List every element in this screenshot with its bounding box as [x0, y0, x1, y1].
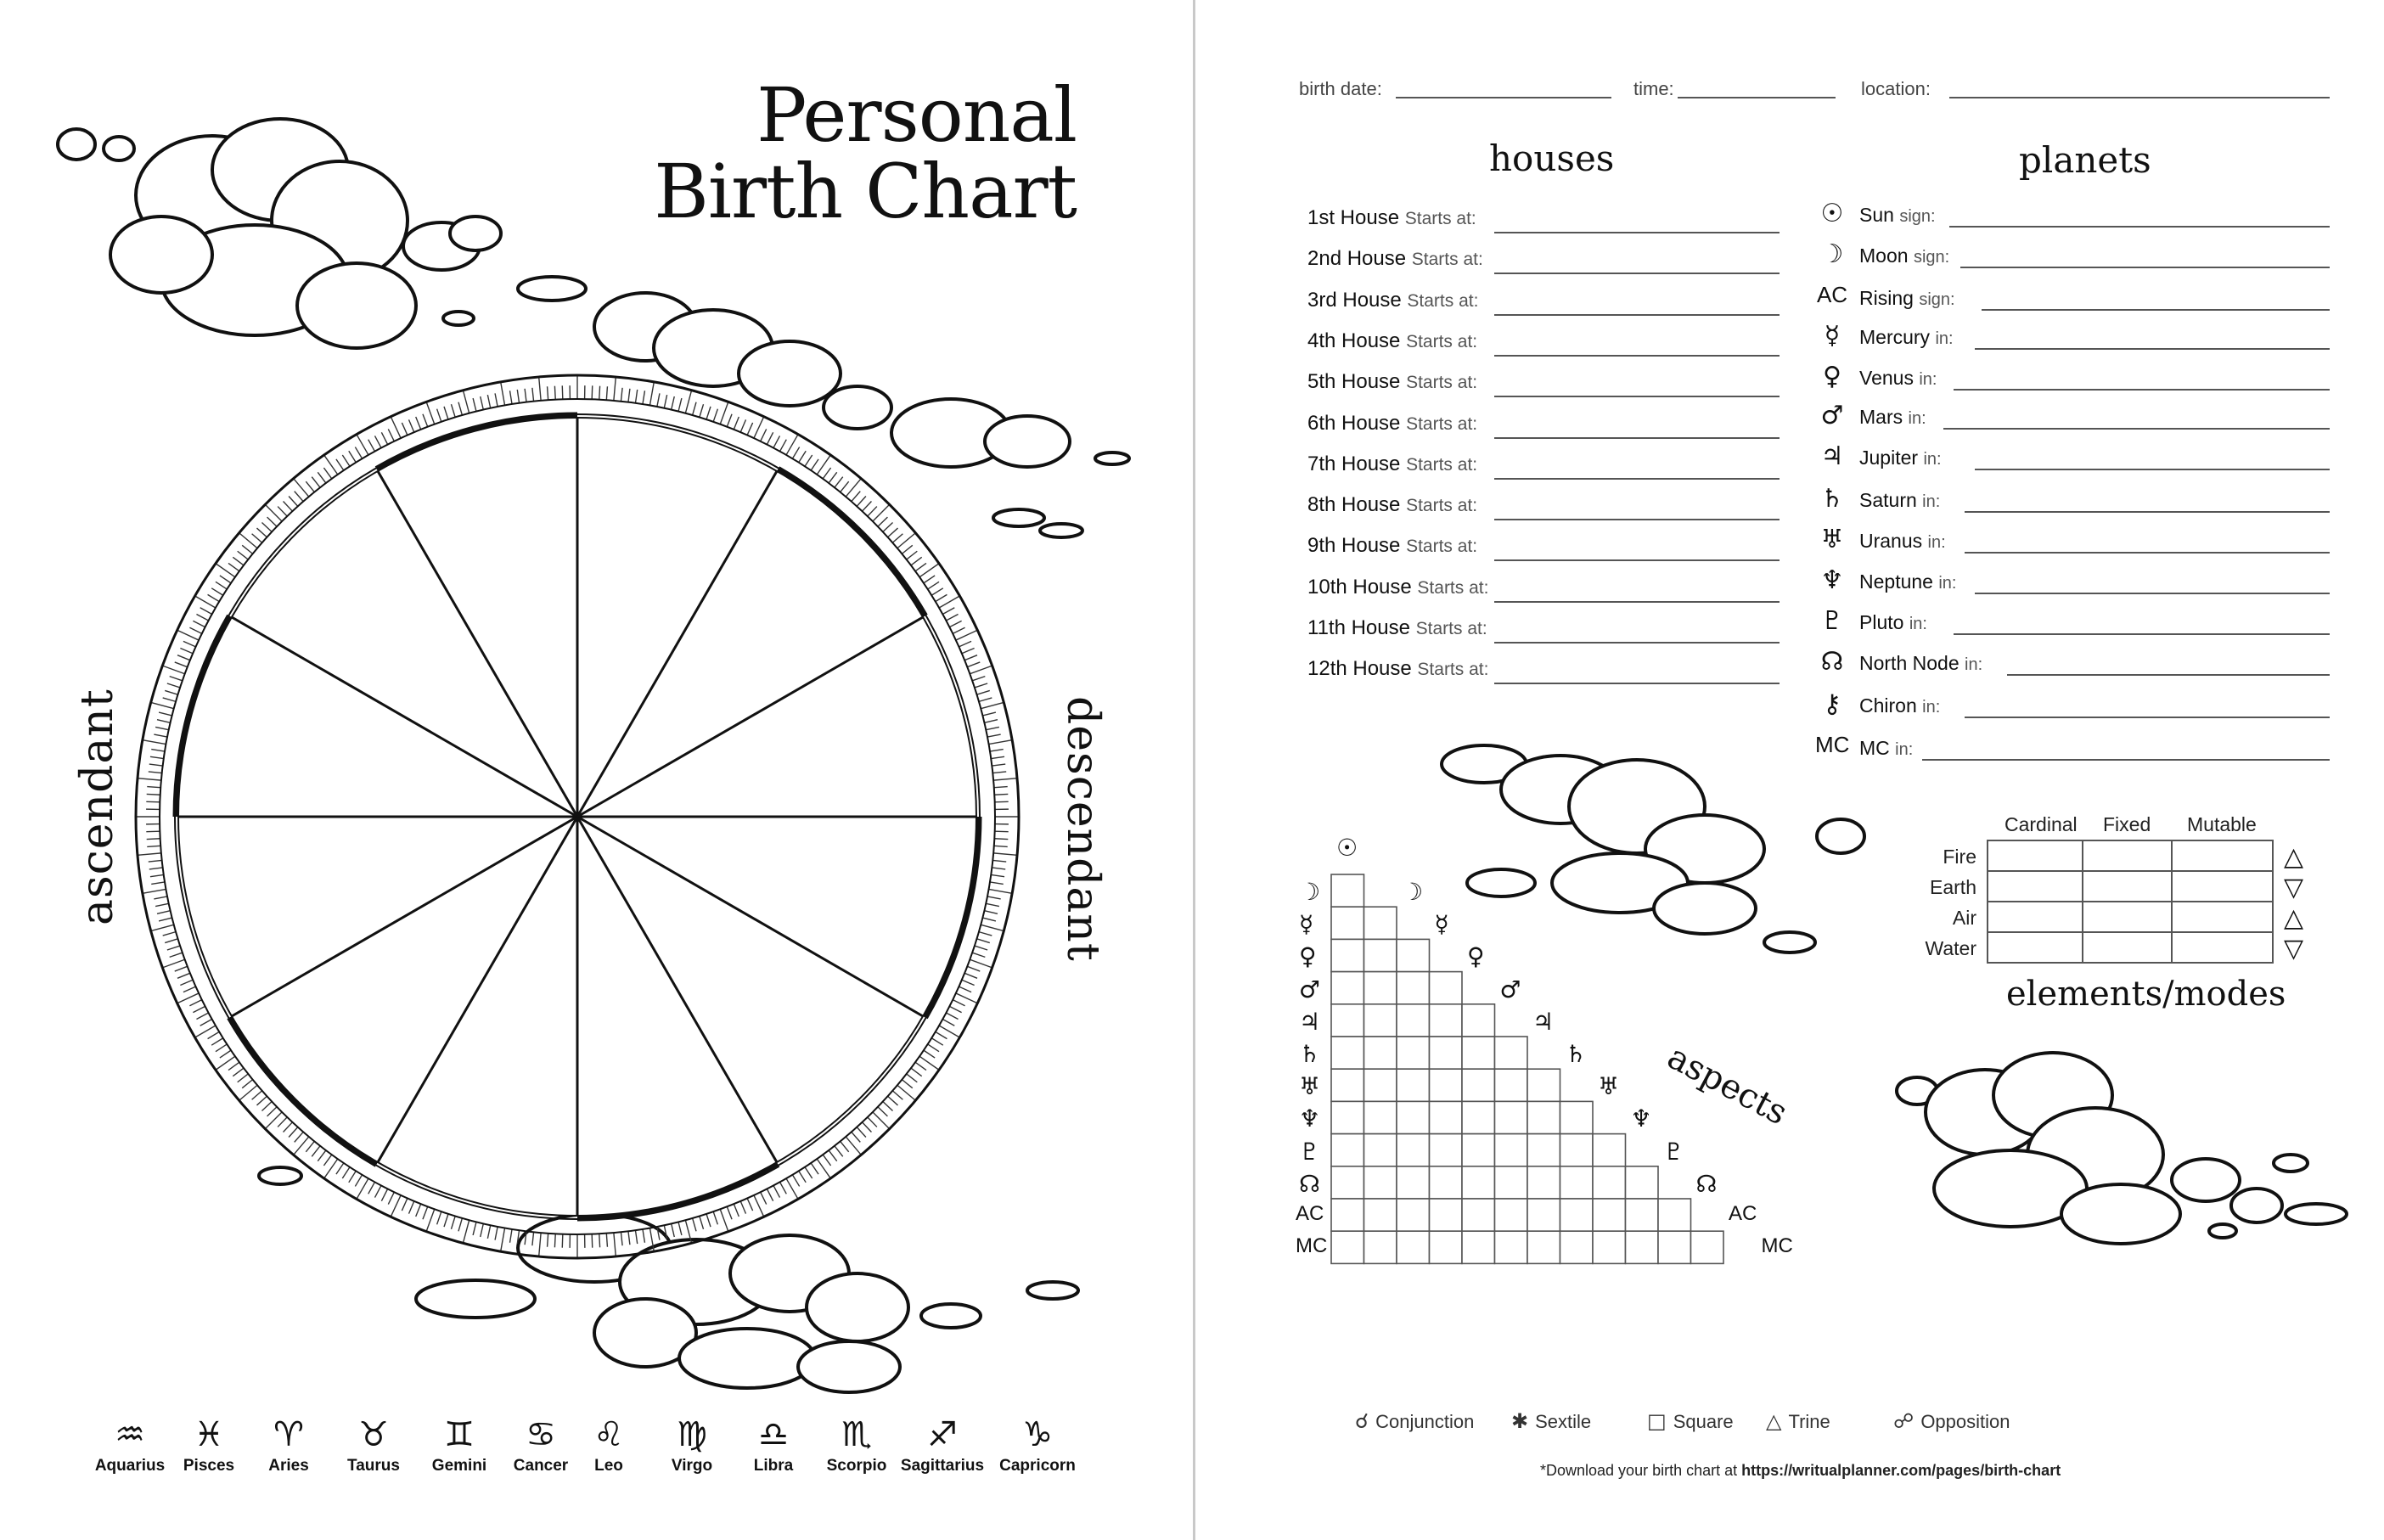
zodiac-glyph-icon: ♐	[927, 1415, 958, 1454]
aspect-legend-icon: △	[1766, 1409, 1782, 1433]
aspect-cell[interactable]	[1331, 907, 1364, 939]
aspect-cell[interactable]	[1430, 1004, 1463, 1037]
aspect-row-symbol-icon: ☊	[1299, 1169, 1320, 1198]
aspect-cell[interactable]	[1527, 1166, 1560, 1199]
planet-symbol-icon: ♇	[1820, 606, 1844, 636]
legend-item	[1355, 1409, 1474, 1433]
aspect-cell[interactable]	[1364, 1037, 1397, 1069]
aspect-cell[interactable]	[1691, 1231, 1724, 1263]
aspect-cell[interactable]	[1593, 1134, 1626, 1166]
aspect-cell[interactable]	[1527, 1101, 1560, 1133]
aspect-cell[interactable]	[1364, 972, 1397, 1004]
planet-suffix: in:	[1922, 698, 1941, 717]
aspect-cell[interactable]	[1495, 1101, 1528, 1133]
planet-symbol-icon: ♂	[1820, 401, 1844, 430]
aspect-cell[interactable]	[1593, 1166, 1626, 1199]
planet-name: Mars	[1859, 406, 1909, 428]
house-number: 10th House	[1307, 575, 1418, 599]
house-number: 5th House	[1307, 370, 1407, 394]
aspect-cell[interactable]	[1462, 1069, 1495, 1101]
zodiac-glyph-icon: ♊	[444, 1415, 475, 1454]
birth-date-label: birth date:	[1299, 78, 1382, 99]
aspect-cell[interactable]	[1560, 1101, 1594, 1133]
aspect-cell[interactable]	[1462, 1231, 1495, 1263]
element-row-label: Water	[1925, 937, 1976, 959]
house-starts-label: Starts at:	[1406, 454, 1478, 475]
title-line-1: Personal	[756, 71, 1077, 159]
aspect-row-symbol-icon: ☿	[1299, 910, 1314, 939]
aspect-cell[interactable]	[1430, 972, 1463, 1004]
element-triangle-icon: △	[2284, 842, 2304, 872]
planet-suffix: in:	[1927, 533, 1946, 552]
zodiac-name: Sagittarius	[900, 1457, 985, 1475]
planet-name: Rising	[1859, 287, 1920, 309]
aspect-cell[interactable]	[1397, 1004, 1430, 1037]
time-label: time:	[1633, 78, 1674, 99]
aspect-legend-label: Trine	[1788, 1411, 1830, 1432]
house-number: 1st House	[1307, 206, 1405, 229]
mode-column-header: Fixed	[2103, 813, 2151, 835]
aspect-cell[interactable]	[1462, 1101, 1495, 1133]
aspect-cell[interactable]	[1331, 972, 1364, 1004]
planet-suffix: sign:	[1899, 207, 1936, 226]
planet-suffix: in:	[1908, 409, 1926, 428]
house-number: 8th House	[1307, 493, 1407, 517]
aspect-cell[interactable]	[1495, 1199, 1528, 1231]
aspect-cell[interactable]	[1397, 1231, 1430, 1263]
house-number: 11th House	[1307, 616, 1416, 639]
aspect-cell[interactable]	[1527, 1231, 1560, 1263]
aspect-legend-label: Conjunction	[1375, 1411, 1475, 1432]
aspect-cell[interactable]	[1593, 1231, 1626, 1263]
house-starts-label: Starts at:	[1417, 660, 1489, 680]
planet-suffix: in:	[1895, 740, 1914, 759]
aspect-cell[interactable]	[1495, 1134, 1528, 1166]
zodiac-glyph-icon: ♓	[194, 1415, 224, 1454]
aspect-cell[interactable]	[1430, 1069, 1463, 1101]
element-row-label: Fire	[1943, 846, 1976, 868]
aspect-col-symbol-icon: ♂	[1499, 975, 1521, 1003]
zodiac-item	[891, 1416, 993, 1475]
planet-suffix: in:	[1923, 450, 1942, 469]
planet-symbol-icon: MC	[1815, 732, 1850, 757]
planet-suffix: in:	[1965, 655, 1983, 674]
aspect-col-symbol-icon: ♃	[1532, 1007, 1555, 1036]
aspect-col-symbol-icon: ☊	[1695, 1169, 1718, 1198]
aspect-legend-icon: ☍	[1893, 1409, 1915, 1433]
legend-item	[1766, 1409, 1830, 1433]
footer-link[interactable]: https://writualplanner.com/pages/birth-chart	[1741, 1462, 2061, 1479]
zodiac-glyph-icon: ♎	[758, 1415, 789, 1454]
zodiac-glyph-icon: ♍	[677, 1415, 707, 1454]
planet-name: Mercury	[1859, 326, 1936, 348]
house-starts-label: Starts at:	[1406, 413, 1478, 434]
zodiac-item	[987, 1416, 1088, 1475]
footer-prefix: *Download your birth chart at	[1540, 1462, 1738, 1479]
legend-item	[1511, 1409, 1591, 1433]
aspect-cell[interactable]	[1527, 1069, 1560, 1101]
planet-name: MC	[1859, 737, 1896, 759]
aspect-col-symbol-icon: AC	[1729, 1202, 1757, 1225]
aspect-col-symbol-icon: ♄	[1565, 1040, 1587, 1068]
aspect-cell[interactable]	[1430, 1231, 1463, 1263]
zodiac-glyph-icon: ♋	[526, 1415, 556, 1454]
aspect-cell[interactable]	[1331, 939, 1364, 971]
planet-name: Chiron	[1859, 694, 1923, 717]
aspect-legend-label: Square	[1673, 1411, 1734, 1432]
aspects-grid	[1195, 0, 2384, 1540]
planet-symbol-icon: ☽	[1820, 239, 1844, 269]
aspect-cell[interactable]	[1364, 1231, 1397, 1263]
aspect-row-symbol-icon: MC	[1296, 1234, 1328, 1258]
planet-suffix: in:	[1935, 329, 1954, 348]
aspect-cell[interactable]	[1495, 1037, 1528, 1069]
planet-name: Saturn	[1859, 489, 1923, 511]
planet-name: Uranus	[1859, 530, 1928, 552]
aspect-cell[interactable]	[1560, 1166, 1594, 1199]
zodiac-name: Gemini	[431, 1457, 487, 1475]
zodiac-name: Cancer	[513, 1457, 569, 1475]
element-row-label: Air	[1952, 907, 1976, 929]
elements-modes-title: elements/modes	[2006, 975, 2286, 1014]
aspect-cell[interactable]	[1430, 1101, 1463, 1133]
aspect-row-symbol-icon: AC	[1296, 1202, 1324, 1225]
aspect-cell[interactable]	[1364, 1166, 1397, 1199]
planet-symbol-icon: ☊	[1820, 647, 1844, 677]
aspect-cell[interactable]	[1331, 1037, 1364, 1069]
element-triangle-icon: ▽	[2284, 934, 2304, 964]
planet-suffix: sign:	[1919, 290, 1955, 309]
planet-name: Moon	[1859, 244, 1914, 267]
aspect-col-symbol-icon: ☉	[1336, 834, 1358, 862]
house-starts-label: Starts at:	[1417, 577, 1489, 598]
aspect-cell[interactable]	[1593, 1199, 1626, 1231]
aspect-cell[interactable]	[1364, 907, 1397, 939]
house-number: 4th House	[1307, 329, 1407, 352]
aspect-col-symbol-icon: ☽	[1402, 878, 1424, 906]
planet-symbol-icon: ☿	[1824, 321, 1841, 351]
house-number: 2nd House	[1307, 247, 1412, 271]
aspect-cell[interactable]	[1331, 1004, 1364, 1037]
aspect-cell[interactable]	[1626, 1166, 1659, 1199]
aspect-cell[interactable]	[1397, 1037, 1430, 1069]
aspect-cell[interactable]	[1331, 1166, 1364, 1199]
aspect-row-symbol-icon: ♅	[1299, 1072, 1321, 1101]
planet-symbol-icon: ☉	[1820, 199, 1844, 228]
aspect-cell[interactable]	[1495, 1231, 1528, 1263]
aspect-row-symbol-icon: ♄	[1299, 1040, 1321, 1068]
element-row-label: Earth	[1930, 876, 1976, 898]
planet-symbol-icon: ⚷	[1823, 689, 1841, 719]
right-page	[1195, 0, 2384, 1540]
aspect-cell[interactable]	[1626, 1199, 1659, 1231]
aspect-cell[interactable]	[1527, 1134, 1560, 1166]
aspect-cell[interactable]	[1462, 1134, 1495, 1166]
planet-suffix: in:	[1909, 615, 1927, 633]
footer-note	[1540, 1462, 2061, 1480]
ascendant-label: ascendant	[72, 689, 123, 925]
zodiac-name: Aries	[268, 1457, 309, 1475]
aspect-cell[interactable]	[1430, 1166, 1463, 1199]
aspect-cell[interactable]	[1331, 1199, 1364, 1231]
aspect-cell[interactable]	[1430, 1037, 1463, 1069]
aspects-title: aspects	[1661, 1037, 1794, 1133]
aspect-cell[interactable]	[1331, 1069, 1364, 1101]
aspect-legend-label: Sextile	[1535, 1411, 1592, 1432]
zodiac-name: Taurus	[347, 1457, 400, 1475]
legend-item	[1647, 1409, 1734, 1433]
aspect-cell[interactable]	[1331, 1134, 1364, 1166]
aspect-cell[interactable]	[1364, 1199, 1397, 1231]
planet-name: Venus	[1859, 367, 1920, 389]
aspect-cell[interactable]	[1397, 1069, 1430, 1101]
zodiac-glyph-icon: ♑	[1022, 1415, 1053, 1454]
planet-name: Neptune	[1859, 570, 1939, 593]
aspect-cell[interactable]	[1364, 1101, 1397, 1133]
aspect-cell[interactable]	[1331, 1101, 1364, 1133]
planet-suffix: sign:	[1913, 248, 1950, 267]
house-starts-label: Starts at:	[1406, 496, 1478, 516]
descendant-label: descendant	[1057, 696, 1108, 962]
house-starts-label: Starts at:	[1406, 331, 1478, 351]
legend-item	[1893, 1409, 2010, 1433]
zodiac-name: Pisces	[183, 1457, 235, 1475]
aspect-cell[interactable]	[1658, 1199, 1691, 1231]
aspect-cell[interactable]	[1397, 1199, 1430, 1231]
aspect-cell[interactable]	[1462, 1004, 1495, 1037]
zodiac-name: Libra	[753, 1457, 794, 1475]
aspect-cell[interactable]	[1495, 1166, 1528, 1199]
zodiac-glyph-icon: ♈	[273, 1415, 304, 1454]
aspect-cell[interactable]	[1364, 1134, 1397, 1166]
houses-title: houses	[1489, 138, 1615, 179]
aspect-cell[interactable]	[1560, 1134, 1594, 1166]
planet-symbol-icon: ♆	[1820, 565, 1844, 595]
aspect-legend-icon: □	[1647, 1409, 1667, 1433]
planet-suffix: in:	[1922, 492, 1941, 511]
house-starts-label: Starts at:	[1406, 373, 1478, 393]
house-starts-label: Starts at:	[1406, 537, 1478, 557]
house-number: 6th House	[1307, 411, 1407, 435]
aspect-cell[interactable]	[1364, 1069, 1397, 1101]
planet-name: Jupiter	[1859, 447, 1924, 469]
aspect-row-symbol-icon: ♆	[1299, 1104, 1321, 1133]
zodiac-name: Scorpio	[826, 1457, 887, 1475]
planet-symbol-icon: ♄	[1820, 484, 1844, 514]
house-number: 3rd House	[1307, 288, 1408, 312]
house-number: 7th House	[1307, 452, 1407, 475]
aspect-row-symbol-icon: ♇	[1299, 1137, 1321, 1166]
aspect-col-symbol-icon: MC	[1761, 1234, 1793, 1258]
aspect-legend-icon: ✱	[1511, 1409, 1529, 1433]
zodiac-name: Capricorn	[999, 1457, 1076, 1475]
aspect-cell[interactable]	[1462, 1166, 1495, 1199]
planet-name: Sun	[1859, 204, 1900, 226]
aspect-cell[interactable]	[1560, 1231, 1594, 1263]
house-number: 9th House	[1307, 534, 1407, 558]
aspect-cell[interactable]	[1397, 939, 1430, 971]
zodiac-name: Virgo	[671, 1457, 713, 1475]
aspect-col-symbol-icon: ♆	[1630, 1104, 1652, 1133]
zodiac-glyph-icon: ♉	[358, 1415, 389, 1454]
aspect-col-symbol-icon: ☿	[1434, 910, 1449, 939]
aspect-legend-label: Opposition	[1920, 1411, 2010, 1432]
house-starts-label: Starts at:	[1415, 619, 1487, 638]
aspect-cell[interactable]	[1462, 1199, 1495, 1231]
planet-name: Pluto	[1859, 611, 1909, 633]
location-label: location:	[1861, 78, 1931, 99]
zodiac-glyph-icon: ♒	[115, 1415, 145, 1454]
aspect-cell[interactable]	[1626, 1231, 1659, 1263]
element-triangle-icon: △	[2284, 903, 2304, 933]
aspect-row-symbol-icon: ♃	[1299, 1007, 1321, 1036]
aspect-cell[interactable]	[1331, 874, 1364, 907]
aspect-cell[interactable]	[1364, 1004, 1397, 1037]
aspect-cell[interactable]	[1430, 1134, 1463, 1166]
aspect-row-symbol-icon: ☽	[1299, 878, 1321, 906]
aspect-col-symbol-icon: ♀	[1467, 942, 1485, 971]
aspect-col-symbol-icon: ♅	[1598, 1072, 1620, 1101]
mode-column-header: Mutable	[2187, 813, 2257, 835]
aspect-cell[interactable]	[1462, 1037, 1495, 1069]
aspect-cell[interactable]	[1658, 1231, 1691, 1263]
planet-suffix: in:	[1919, 370, 1937, 389]
aspect-cell[interactable]	[1430, 1199, 1463, 1231]
aspect-row-symbol-icon: ♀	[1299, 942, 1317, 971]
zodiac-glyph-icon: ♌	[593, 1415, 624, 1454]
aspect-cell[interactable]	[1527, 1199, 1560, 1231]
house-starts-label: Starts at:	[1407, 290, 1479, 311]
aspect-cell[interactable]	[1495, 1069, 1528, 1101]
planets-title: planets	[2019, 139, 2151, 181]
aspect-row-symbol-icon: ♂	[1299, 975, 1321, 1003]
aspect-cell[interactable]	[1397, 1166, 1430, 1199]
aspect-col-symbol-icon: ♇	[1663, 1137, 1685, 1166]
planet-symbol-icon: ♀	[1823, 362, 1841, 391]
house-starts-label: Starts at:	[1411, 250, 1483, 270]
element-triangle-icon: ▽	[2284, 873, 2304, 902]
planet-symbol-icon: ♃	[1820, 441, 1844, 471]
planet-name: North Node	[1859, 652, 1965, 674]
zodiac-glyph-icon: ♏	[841, 1415, 872, 1454]
house-starts-label: Starts at:	[1404, 209, 1476, 228]
zodiac-name: Aquarius	[94, 1457, 166, 1475]
aspect-cell[interactable]	[1560, 1199, 1594, 1231]
aspect-cell[interactable]	[1331, 1231, 1364, 1263]
aspect-cell[interactable]	[1397, 1101, 1430, 1133]
mode-column-header: Cardinal	[2004, 813, 2078, 835]
title-line-2: Birth Chart	[654, 148, 1077, 235]
zodiac-name: Leo	[594, 1457, 623, 1475]
house-number: 12th House	[1307, 657, 1418, 681]
aspect-legend-icon: ☌	[1355, 1409, 1369, 1433]
aspect-cell[interactable]	[1397, 1134, 1430, 1166]
aspect-cell[interactable]	[1364, 939, 1397, 971]
planet-symbol-icon: AC	[1816, 282, 1848, 307]
planet-suffix: in:	[1938, 574, 1957, 593]
planet-symbol-icon: ♅	[1820, 525, 1844, 554]
aspect-cell[interactable]	[1397, 972, 1430, 1004]
